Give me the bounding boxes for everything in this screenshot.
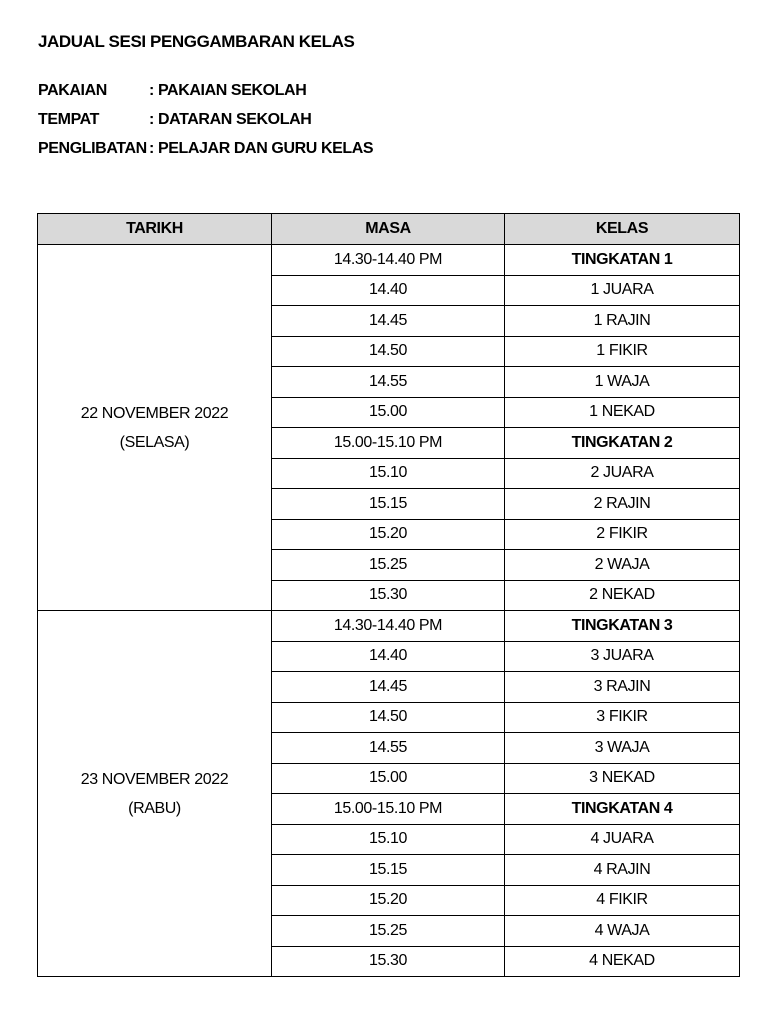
- time-cell: 15.10: [272, 458, 505, 489]
- info-row-penglibatan: [38, 138, 373, 167]
- info-label: TEMPAT: [38, 111, 99, 128]
- time-cell: 15.20: [272, 519, 505, 550]
- time-cell: 14.55: [272, 367, 505, 398]
- info-value: : DATARAN SEKOLAH: [149, 111, 312, 128]
- class-cell: 1 NEKAD: [505, 397, 740, 428]
- class-cell: 4 JUARA: [505, 824, 740, 855]
- info-label: PENGLIBATAN: [38, 140, 147, 157]
- day-text: (RABU): [128, 799, 181, 817]
- class-cell: 3 RAJIN: [505, 672, 740, 703]
- class-cell: 4 WAJA: [505, 916, 740, 947]
- info-value: : PAKAIAN SEKOLAH: [149, 82, 307, 99]
- class-cell: 4 NEKAD: [505, 946, 740, 977]
- page-title: JADUAL SESI PENGGAMBARAN KELAS: [38, 32, 355, 51]
- date-text: 22 NOVEMBER 2022: [80, 404, 229, 422]
- class-cell: 4 RAJIN: [505, 855, 740, 886]
- date-cell: [38, 245, 272, 611]
- class-cell: 4 FIKIR: [505, 885, 740, 916]
- table-row: [38, 245, 740, 276]
- time-cell: 14.50: [272, 336, 505, 367]
- time-cell: 14.30-14.40 PM: [272, 245, 505, 276]
- date-cell: [38, 611, 272, 977]
- header-masa: MASA: [272, 214, 505, 245]
- info-label: PAKAIAN: [38, 82, 107, 99]
- time-cell: 15.00: [272, 763, 505, 794]
- time-cell: 14.55: [272, 733, 505, 764]
- form-heading-cell: TINGKATAN 1: [505, 245, 740, 276]
- info-row-tempat: [38, 109, 373, 138]
- class-cell: 3 NEKAD: [505, 763, 740, 794]
- time-cell: 14.45: [272, 306, 505, 337]
- time-cell: 15.10: [272, 824, 505, 855]
- class-cell: 3 WAJA: [505, 733, 740, 764]
- time-cell: 14.30-14.40 PM: [272, 611, 505, 642]
- time-cell: 15.00-15.10 PM: [272, 428, 505, 459]
- table-row: [38, 611, 740, 642]
- schedule-table: [37, 213, 740, 977]
- class-cell: 2 RAJIN: [505, 489, 740, 520]
- time-cell: 14.40: [272, 641, 505, 672]
- time-cell: 15.25: [272, 550, 505, 581]
- class-cell: 1 JUARA: [505, 275, 740, 306]
- class-cell: 3 JUARA: [505, 641, 740, 672]
- time-cell: 15.25: [272, 916, 505, 947]
- class-cell: 2 JUARA: [505, 458, 740, 489]
- table-header-row: [38, 214, 740, 245]
- time-cell: 14.50: [272, 702, 505, 733]
- schedule-body: [38, 245, 740, 977]
- time-cell: 14.40: [272, 275, 505, 306]
- time-cell: 15.30: [272, 946, 505, 977]
- class-cell: 3 FIKIR: [505, 702, 740, 733]
- class-cell: 2 WAJA: [505, 550, 740, 581]
- class-cell: 1 RAJIN: [505, 306, 740, 337]
- time-cell: 15.00-15.10 PM: [272, 794, 505, 825]
- time-cell: 15.20: [272, 885, 505, 916]
- form-heading-cell: TINGKATAN 4: [505, 794, 740, 825]
- form-heading-cell: TINGKATAN 3: [505, 611, 740, 642]
- date-text: 23 NOVEMBER 2022: [80, 770, 229, 788]
- class-cell: 2 FIKIR: [505, 519, 740, 550]
- info-row-pakaian: [38, 80, 373, 109]
- header-tarikh: TARIKH: [38, 214, 272, 245]
- form-heading-cell: TINGKATAN 2: [505, 428, 740, 459]
- class-cell: 2 NEKAD: [505, 580, 740, 611]
- time-cell: 15.15: [272, 855, 505, 886]
- class-cell: 1 FIKIR: [505, 336, 740, 367]
- time-cell: 14.45: [272, 672, 505, 703]
- info-block: [38, 80, 373, 167]
- header-kelas: KELAS: [505, 214, 740, 245]
- class-cell: 1 WAJA: [505, 367, 740, 398]
- info-value: : PELAJAR DAN GURU KELAS: [149, 140, 374, 157]
- time-cell: 15.15: [272, 489, 505, 520]
- day-text: (SELASA): [119, 433, 190, 451]
- time-cell: 15.30: [272, 580, 505, 611]
- time-cell: 15.00: [272, 397, 505, 428]
